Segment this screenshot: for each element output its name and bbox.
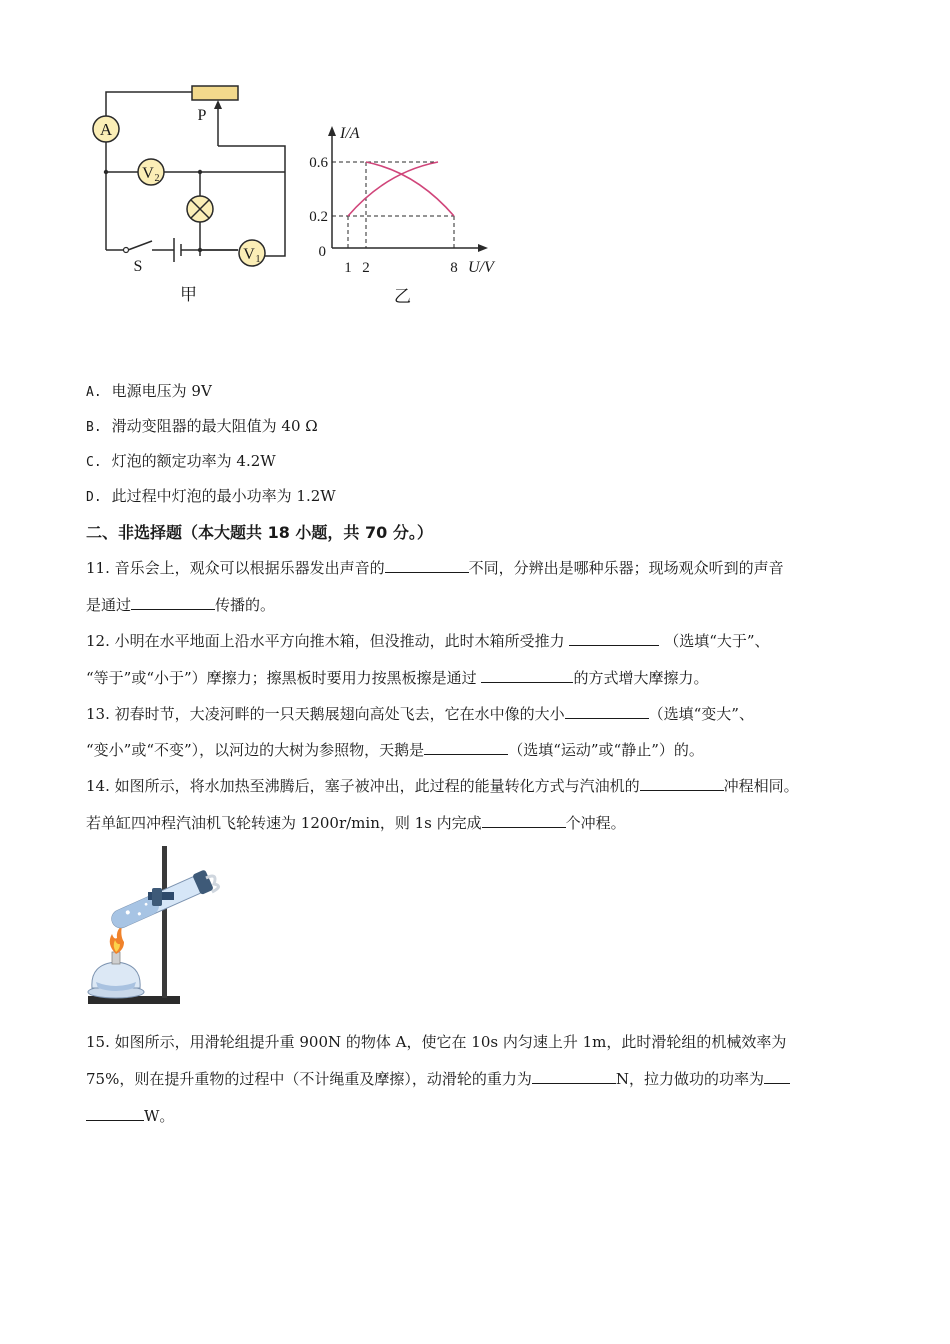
q14-line2: 若单缸四冲程汽油机飞轮转速为 1200r/min，则 1s 内完成 个冲程。	[86, 814, 626, 832]
q11-line2: 是通过 传播的。	[86, 596, 276, 614]
iu-graph	[296, 120, 516, 280]
q12-blank-1	[569, 631, 659, 646]
q11-blank-1	[385, 558, 469, 573]
figure-yi-label: 乙	[394, 287, 411, 307]
voltmeter-v1-icon	[239, 240, 265, 266]
x-tick-1: 1	[344, 260, 352, 276]
q15-line1: 15. 如图所示，用滑轮组提升重 900N 的物体 A，使它在 10s 内匀速上升 1m，此时滑轮组的机械效率为	[86, 1033, 787, 1051]
x-tick-2: 2	[362, 260, 370, 276]
q12-line2: “等于”或“小于”）摩擦力；擦黑板时要用力按黑板擦是通过 的方式增大摩擦力。	[86, 669, 709, 687]
q12-blank-2	[481, 668, 573, 683]
boiling-apparatus-illustration	[86, 842, 226, 1008]
q11-line1: 11. 音乐会上，观众可以根据乐器发出声音的 不同，分辨出是哪种乐器；现场观众听到的声音	[86, 559, 784, 577]
v1-subscript: 1	[255, 254, 261, 265]
q14-blank-1	[640, 776, 724, 791]
switch-label: S	[133, 258, 143, 275]
circuit-diagram	[90, 78, 310, 278]
y-tick-0.6: 0.6	[309, 155, 328, 171]
q15-line2: 75%，则在提升重物的过程中（不计绳重及摩擦），动滑轮的重力为 N，拉力做功的功率为	[86, 1068, 790, 1089]
q12-line1: 12. 小明在水平地面上沿水平方向推木箱，但没推动，此时木箱所受推力 （选填“大于”、	[86, 632, 770, 650]
origin-label: 0	[318, 244, 326, 260]
q14-line1: 14. 如图所示，将水加热至沸腾后，塞子被冲出，此过程的能量转化方式与汽油机的 冲程相同。	[86, 777, 799, 795]
x-axis-label: U/V	[468, 259, 494, 276]
q13-blank-2	[424, 740, 508, 755]
q15-blank-2a	[764, 1069, 790, 1084]
q13-line1: 13. 初春时节，大凌河畔的一只天鹅展翅向高处飞去，它在水中像的大小 （选填“变大”、	[86, 705, 754, 723]
ammeter-icon	[93, 116, 119, 142]
q15-line3: W。	[86, 1105, 174, 1126]
figure-jia-label: 甲	[180, 285, 197, 305]
v2-subscript: 2	[154, 173, 160, 184]
q14-blank-2	[482, 813, 566, 828]
option-c: C. 灯泡的额定功率为 4.2W	[86, 452, 276, 470]
option-a: A. 电源电压为 9V	[86, 382, 212, 400]
ammeter-label: A	[99, 120, 113, 139]
q13-line2: “变小”或“不变”），以河边的大树为参照物，天鹅是 （选填“运动”或“静止”）的。	[86, 741, 704, 759]
v1-label: V	[243, 246, 255, 263]
x-tick-8: 8	[450, 260, 458, 276]
y-axis-label: I/A	[340, 125, 360, 142]
q15-blank-1	[532, 1069, 616, 1084]
y-tick-0.2: 0.2	[309, 209, 328, 225]
q15-blank-2b	[86, 1106, 144, 1121]
lamp-icon	[187, 196, 213, 222]
option-b: B. 滑动变阻器的最大阻值为 40 Ω	[86, 417, 318, 435]
option-d: D. 此过程中灯泡的最小功率为 1.2W	[86, 487, 336, 505]
q13-blank-1	[565, 704, 649, 719]
q11-blank-2	[131, 595, 215, 610]
section-heading: 二、非选择题（本大题共 18 小题，共 70 分。）	[86, 523, 433, 542]
v2-label: V	[142, 165, 154, 182]
slider-label: P	[197, 107, 207, 124]
voltmeter-v2-icon	[138, 159, 164, 185]
